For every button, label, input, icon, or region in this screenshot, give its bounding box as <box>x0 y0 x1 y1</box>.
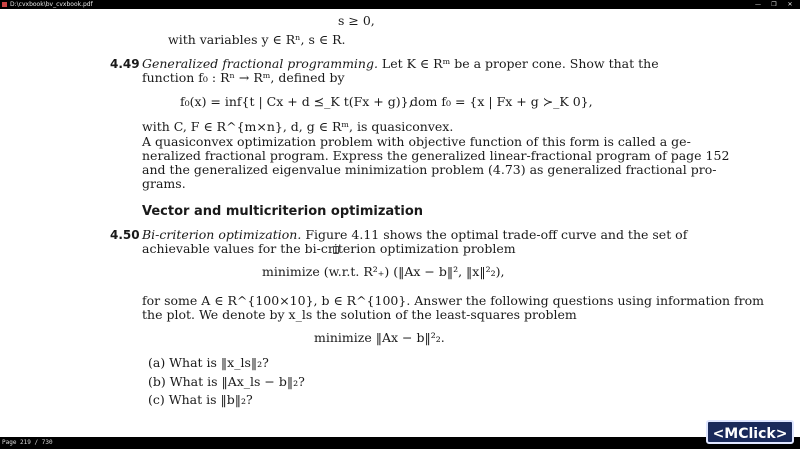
exercise-4-49-para-line3: and the generalized eigenvalue minimization problem (4.73) as generalized fractional pro- <box>142 162 717 177</box>
equation-f0: f₀(x) = inf{t | Cx + d ⪯_K t(Fx + g)}, <box>180 94 413 109</box>
equation-least-squares: minimize ‖Ax − b‖²₂. <box>314 330 445 345</box>
status-bar <box>0 437 800 449</box>
exercise-number-4-50: 4.50 <box>110 228 140 242</box>
question-b: (b) What is ‖Ax_ls − b‖₂? <box>148 374 305 389</box>
page-indicator: Page 219 / 730 <box>2 439 53 446</box>
exercise-4-50-line1-text: Figure 4.11 shows the optimal trade-off curve and the set of <box>301 227 688 242</box>
mouse-cursor-icon <box>333 246 339 254</box>
exercise-4-49-line3: with C, F ∈ R^{m×n}, d, g ∈ Rᵐ, is quasiconvex. <box>142 119 454 134</box>
exercise-4-49-line1-text: Let K ∈ Rᵐ be a proper cone. Show that the <box>377 56 659 71</box>
exercise-4-49-line2: function f₀ : Rⁿ → Rᵐ, defined by <box>142 70 345 85</box>
window-title: D:\cvxbook\bv_cvxbook.pdf <box>10 1 93 8</box>
exercise-4-49-title: Generalized fractional programming. <box>142 56 378 71</box>
equation-bicriterion: minimize (w.r.t. R²₊) (‖Ax − b‖², ‖x‖²₂), <box>262 264 505 279</box>
minimize-button[interactable]: — <box>755 1 761 8</box>
exercise-4-50-line2: achievable values for the bi-criterion optimization problem <box>142 241 516 256</box>
top-constraint: s ≥ 0, <box>338 13 375 28</box>
pdf-page[interactable] <box>0 9 800 437</box>
exercise-number-4-49: 4.49 <box>110 57 140 71</box>
exercise-4-49-para-line2: neralized fractional program. Express the generalized linear-fractional program of page 152 <box>142 148 730 163</box>
question-c: (c) What is ‖b‖₂? <box>148 392 253 407</box>
top-variables-line: with variables y ∈ Rⁿ, s ∈ R. <box>168 32 346 47</box>
exercise-4-49-para-line1: A quasiconvex optimization problem with objective function of this form is called a ge- <box>142 134 691 149</box>
question-a: (a) What is ‖x_ls‖₂? <box>148 355 269 370</box>
mclick-badge: <MClick> <box>706 420 794 444</box>
close-button[interactable]: ✕ <box>787 1 793 8</box>
section-heading: Vector and multicriterion optimization <box>142 204 424 219</box>
maximize-button[interactable]: ❐ <box>771 1 777 8</box>
exercise-4-50-line1 <box>142 228 687 242</box>
exercise-4-50-line4: the plot. We denote by x_ls the solution of the least-squares problem <box>142 307 577 322</box>
pdf-app-icon <box>2 2 7 7</box>
equation-dom-f0: dom f₀ = {x | Fx + g ≻_K 0}, <box>410 94 593 109</box>
exercise-4-49-para-line4: grams. <box>142 176 186 191</box>
exercise-4-50-title: Bi-criterion optimization. <box>142 227 302 242</box>
exercise-4-50-line3: for some A ∈ R^{100×10}, b ∈ R^{100}. Answer the following questions using information from <box>142 293 765 308</box>
window-titlebar <box>0 0 800 9</box>
exercise-4-49-line1 <box>142 57 659 71</box>
